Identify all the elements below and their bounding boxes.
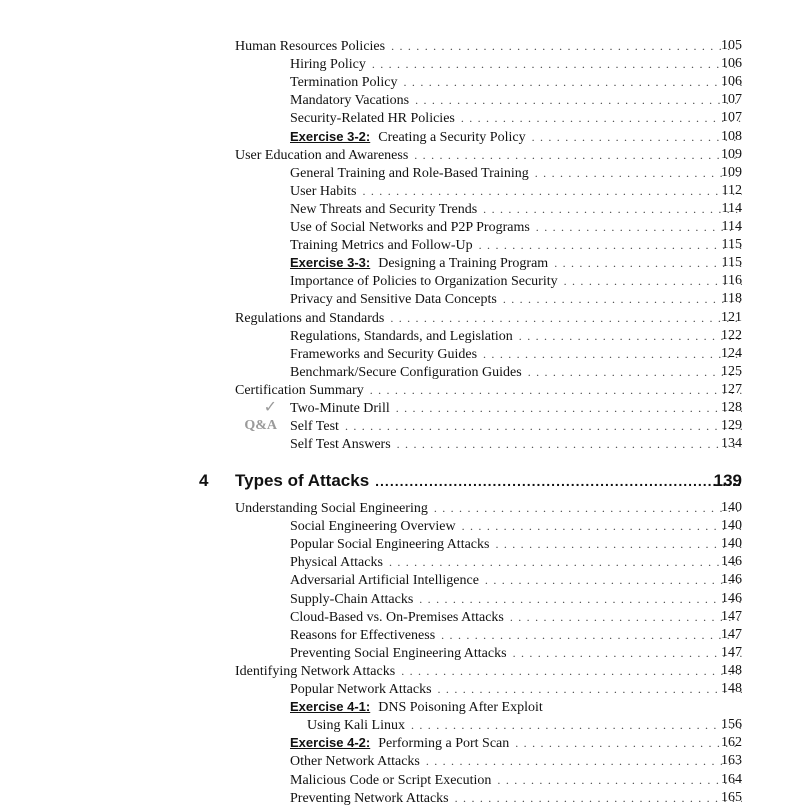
dot-leader [389,553,742,571]
toc-page-number: 129 [721,418,742,434]
toc-entry-title: Use of Social Networks and P2P Programs [290,220,530,235]
toc-page-number: 121 [721,309,742,325]
chapter-page-number: 139 [713,471,742,490]
chapter-4-heading [0,469,800,493]
dot-leader [455,789,742,807]
toc-entry-title: Creating a Security Policy [378,129,526,145]
dot-leader [363,182,743,200]
toc-entry [0,182,800,200]
toc-page-number: 108 [721,128,742,144]
toc-entry-title: Other Network Attacks [290,754,420,770]
dot-leader [404,73,742,91]
dot-leader [426,752,742,770]
toc-entry-title: Regulations, Standards, and Legislation [290,328,513,344]
toc-entry [0,590,800,608]
dot-leader [372,55,742,73]
toc-entry-title: Human Resources Policies [235,39,386,54]
toc-entry [0,698,800,716]
toc-page-number: 162 [721,735,742,751]
toc-entry [0,200,800,218]
toc-page-number: 148 [721,662,742,678]
toc-page-number: 148 [721,681,742,696]
toc-entry [0,608,800,626]
exercise-label: Exercise 4-1: [290,699,371,715]
toc-entry-title: Designing a Training Program [378,256,549,272]
toc-entry-title: User Education and Awareness [235,147,409,163]
toc-entry-title: Adversarial Artificial Intelligence [290,573,479,589]
toc-entry-title: DNS Poisoning After Exploit [378,700,543,716]
toc-page-number: 116 [721,273,742,289]
toc-page-number: 128 [721,400,742,415]
toc-entry [0,381,800,399]
toc-entry [0,435,800,453]
toc-entry-title: Benchmark/Secure Configuration Guides [290,364,522,380]
toc-entry-title: Training Metrics and Follow-Up [290,238,473,254]
toc-entry-title: Security-Related HR Policies [290,111,455,127]
toc-entry-title: Certification Summary [235,382,364,398]
toc-entry [0,417,800,435]
dot-leader [434,499,742,517]
toc-entry [0,399,800,417]
dot-leader [397,435,742,453]
toc-entry [0,272,800,290]
toc-page-number: 147 [721,608,742,624]
toc-page-number: 146 [721,590,742,606]
toc-entry-title: Self Test [290,419,339,435]
toc-page-number: 122 [721,327,742,343]
toc-entry [0,146,800,164]
toc-entry [0,626,800,644]
toc-entry [0,128,800,146]
toc-entry-title: Understanding Social Engineering [235,501,428,516]
toc-entry [0,571,800,589]
qa-marker: Q&A [244,418,277,434]
chapter-title: Types of Attacks [235,471,370,490]
dot-leader [370,381,742,399]
toc-entry-title: Preventing Social Engineering Attacks [290,645,507,661]
toc-page-number: 163 [721,753,742,769]
toc-entry-title: Self Test Answers [290,437,391,453]
dot-leader [345,417,742,435]
toc-page-number: 147 [721,626,742,642]
toc-page-number: 112 [721,182,742,198]
toc-entry-title: Physical Attacks [290,555,383,571]
toc-entry [0,363,800,381]
toc-page-number: 146 [721,554,742,570]
toc-entry-title: Malicious Code or Script Execution [290,772,492,788]
checkmark-icon: ✓ [263,399,277,416]
toc-entry [0,499,800,517]
toc-page-number: 134 [721,436,742,452]
toc-entry [0,109,800,127]
toc-page-number: 115 [721,255,742,271]
toc-page-number: 109 [721,146,742,162]
toc-entry [0,734,800,752]
toc-entry [0,553,800,571]
toc-page-number: 140 [721,536,742,552]
toc-entry [0,662,800,680]
dot-leader [415,91,742,109]
toc-entry [0,752,800,770]
toc-entry [0,236,800,254]
toc-page-number: 125 [721,363,742,379]
toc-page-number: 164 [721,771,742,787]
toc-page-number: 127 [721,381,742,397]
toc-entry [0,535,800,553]
exercise-label: Exercise 4-2: [290,735,371,751]
toc-page-number: 115 [721,237,742,253]
toc-entry [0,164,800,182]
toc-entry [0,73,800,91]
toc-entry [0,309,800,327]
toc-entry-title: Mandatory Vacations [290,93,410,109]
dot-leader [391,37,742,55]
dot-leader [390,309,742,327]
toc-page-number: 165 [721,789,742,805]
toc-entry [0,771,800,789]
toc-entry [0,345,800,363]
toc-entry-title: Reasons for Effectiveness [290,627,436,643]
toc-page-number: 147 [721,644,742,660]
toc-page-number: 140 [721,518,742,534]
dot-leader [461,109,742,127]
toc-page-number: 124 [721,345,742,361]
dot-leader [462,517,742,535]
chapter-number: 4 [199,471,209,490]
toc-page-number: 106 [721,56,742,72]
toc-entry-title: Hiring Policy [290,57,366,73]
dot-leader [401,662,742,680]
toc-entry-title: General Training and Role-Based Training [290,165,529,181]
toc-entry-title: Regulations and Standards [235,310,385,326]
dot-leader [375,469,742,493]
toc-entry-title: Importance of Policies to Organization Security [290,274,558,290]
toc-entry [0,55,800,73]
toc-entry [0,789,800,807]
toc-entry-title: Supply-Chain Attacks [290,591,414,607]
toc-entry [0,218,800,236]
dot-leader [438,680,742,698]
toc-page-number: 140 [721,500,742,515]
toc-page-number: 107 [721,110,742,126]
toc-page-number: 105 [721,38,742,53]
toc-entry-title: Social Engineering Overview [290,519,456,535]
toc-entry [0,716,800,734]
toc-entry [0,91,800,109]
exercise-label: Exercise 3-2: [290,128,371,144]
toc-entry-title: Termination Policy [290,75,398,91]
toc-entry-title: Using Kali Linux [307,718,405,734]
dot-leader [411,716,742,734]
toc-entry-title: Two-Minute Drill [290,401,390,416]
toc-entry [0,37,800,55]
dot-leader [414,146,742,164]
toc-page-number: 107 [721,92,742,108]
toc-entry-title: User Habits [290,183,357,199]
toc-entry [0,254,800,272]
toc-page-number: 106 [721,74,742,90]
toc-page-number: 114 [721,219,742,234]
dot-leader [419,590,742,608]
toc-entry-title: Preventing Network Attacks [290,790,449,806]
toc-page-number: 109 [721,164,742,180]
toc-entry-title: Performing a Port Scan [378,736,510,752]
toc-entry-title: Identifying Network Attacks [235,663,396,679]
toc-entry-title: Cloud-Based vs. On-Premises Attacks [290,609,504,625]
toc-entry [0,644,800,662]
toc-entry [0,327,800,345]
toc-entry [0,680,800,698]
exercise-label: Exercise 3-3: [290,255,371,271]
toc-entry-title: Privacy and Sensitive Data Concepts [290,292,497,308]
toc-entry-title: New Threats and Security Trends [290,201,478,217]
toc-entry [0,290,800,308]
toc-entry-title: Popular Network Attacks [290,682,432,697]
toc-page-number: 146 [721,572,742,588]
dot-leader [396,399,742,417]
toc-entry-title: Popular Social Engineering Attacks [290,537,490,553]
toc-page-number: 118 [721,291,742,307]
dot-leader [441,626,742,644]
toc-page-number: 114 [721,200,742,216]
toc-entry-title: Frameworks and Security Guides [290,346,478,362]
toc-page-number: 156 [721,717,742,733]
toc-entry [0,517,800,535]
